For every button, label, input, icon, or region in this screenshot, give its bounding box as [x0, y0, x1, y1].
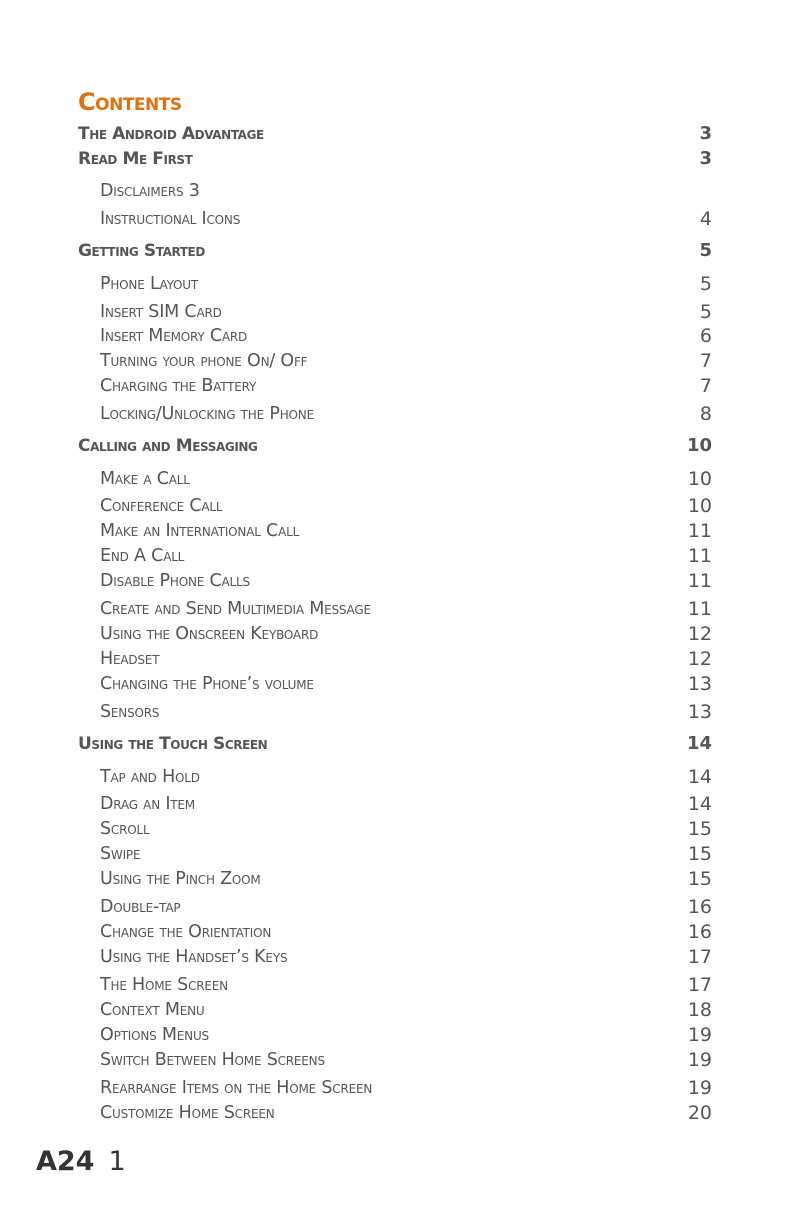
toc-entry[interactable] [0, 1048, 802, 1072]
toc-entry-page: 19 [687, 1049, 712, 1071]
toc-entry-label: Make a Call [100, 469, 190, 489]
toc-entry-label: Switch Between Home Screens [100, 1050, 325, 1070]
toc-entry[interactable] [0, 817, 802, 841]
toc-entry[interactable] [0, 1101, 802, 1125]
toc-entry-label: Conference Call [100, 496, 223, 516]
toc-entry-page: 10 [686, 435, 712, 456]
toc-entry-page: 19 [687, 1024, 712, 1046]
toc-entry[interactable] [0, 920, 802, 944]
toc-entry-page: 7 [699, 350, 712, 372]
toc-entry[interactable] [0, 998, 802, 1022]
toc-entry-page: 5 [699, 240, 712, 261]
toc-entry-label: Create and Send Multimedia Message [100, 599, 371, 619]
toc-entry-label: Disable Phone Calls [100, 571, 250, 591]
toc-section-entry[interactable] [0, 732, 802, 756]
toc-entry-label: Getting Started [78, 241, 205, 261]
toc-entry-label: Locking/Unlocking the Phone [100, 404, 314, 424]
toc-entry[interactable] [0, 300, 802, 324]
toc-entry-page: 6 [699, 325, 712, 347]
toc-entry[interactable] [0, 895, 802, 919]
toc-entry[interactable] [0, 467, 802, 491]
toc-entry-page: 14 [687, 766, 712, 788]
toc-entry-page: 16 [687, 921, 712, 943]
toc-entry[interactable] [0, 647, 802, 671]
toc-entry-page: 7 [699, 375, 712, 397]
toc-section-entry[interactable] [0, 122, 802, 146]
toc-entry-page: 19 [687, 1077, 712, 1099]
toc-entry-label: Calling and Messaging [78, 436, 258, 456]
toc-entry[interactable] [0, 569, 802, 593]
toc-entry-page: 11 [687, 520, 712, 542]
page-number: 1 [108, 1146, 126, 1177]
toc-entry-label: Swipe [100, 844, 141, 864]
toc-entry-label: Phone Layout [100, 274, 199, 294]
toc-entry-label: Change the Orientation [100, 922, 272, 942]
toc-entry[interactable] [0, 672, 802, 696]
toc-entry-label: Using the Pinch Zoom [100, 869, 261, 889]
toc-entry[interactable] [0, 272, 802, 296]
toc-entry-label: Options Menus [100, 1025, 209, 1045]
toc-entry-page: 20 [687, 1102, 712, 1124]
toc-entry-page: 11 [687, 598, 712, 620]
toc-entry-page: 15 [687, 818, 712, 840]
toc-entry-page: 13 [687, 673, 712, 695]
toc-entry[interactable] [0, 765, 802, 789]
toc-entry-page: 12 [687, 648, 712, 670]
toc-entry[interactable] [0, 945, 802, 969]
toc-entry-label: Disclaimers 3 [100, 181, 200, 201]
toc-entry-page: 8 [699, 403, 712, 425]
toc-entry-page: 18 [687, 999, 712, 1021]
toc-entry[interactable] [0, 700, 802, 724]
toc-entry-label: Changing the Phone’s volume [100, 674, 314, 694]
toc-entry[interactable] [0, 842, 802, 866]
toc-entry-label: Make an International Call [100, 521, 300, 541]
toc-entry-page: 11 [687, 545, 712, 567]
toc-entry-label: Scroll [100, 819, 150, 839]
toc-section-entry[interactable] [0, 239, 802, 263]
page-footer [36, 1144, 126, 1183]
toc-entry[interactable] [0, 597, 802, 621]
toc-entry-label: Charging the Battery [100, 376, 257, 396]
toc-entry-label: Double-tap [100, 897, 181, 917]
toc-entry-page: 17 [687, 946, 712, 968]
toc-entry[interactable] [0, 349, 802, 373]
toc-entry-page: 3 [699, 148, 712, 169]
toc-entry[interactable] [0, 324, 802, 348]
toc-entry[interactable] [0, 402, 802, 426]
toc-entry-label: Rearrange Items on the Home Screen [100, 1078, 373, 1098]
toc-entry[interactable] [0, 1076, 802, 1100]
toc-entry-label: The Home Screen [100, 975, 228, 995]
toc-entry[interactable] [0, 544, 802, 568]
toc-entry[interactable] [0, 622, 802, 646]
toc-entry-label: Using the Onscreen Keyboard [100, 624, 319, 644]
toc-section-entry[interactable] [0, 147, 802, 171]
toc-entry-label: Sensors [100, 702, 160, 722]
toc-entry-label: Using the Handset’s Keys [100, 947, 288, 967]
toc-entry-label: Context Menu [100, 1000, 205, 1020]
toc-entry-page: 12 [687, 623, 712, 645]
page-title: Contents [78, 88, 182, 116]
toc-entry-page: 14 [686, 733, 712, 754]
toc-entry-label: Instructional Icons [100, 209, 241, 229]
toc-entry-label: Using the Touch Screen [78, 734, 268, 754]
toc-entry[interactable] [0, 792, 802, 816]
model-name: A24 [36, 1146, 95, 1177]
toc-entry-label: Customize Home Screen [100, 1103, 275, 1123]
toc-entry[interactable] [0, 374, 802, 398]
toc-entry-label: Tap and Hold [100, 767, 200, 787]
toc-entry-label: End A Call [100, 546, 185, 566]
toc-entry[interactable] [0, 867, 802, 891]
toc-entry[interactable] [0, 519, 802, 543]
toc-entry[interactable] [0, 494, 802, 518]
toc-entry-label: Headset [100, 649, 160, 669]
toc-entry[interactable] [0, 179, 802, 203]
toc-entry[interactable] [0, 1023, 802, 1047]
toc-entry-page: 15 [687, 843, 712, 865]
toc-entry-page: 14 [687, 793, 712, 815]
toc-entry-label: The Android Advantage [78, 124, 264, 144]
toc-entry-page: 4 [699, 208, 712, 230]
toc-entry-page: 10 [687, 468, 712, 490]
toc-entry-label: Drag an Item [100, 794, 195, 814]
toc-entry-page: 11 [687, 570, 712, 592]
toc-entry-label: Insert Memory Card [100, 326, 248, 346]
toc-entry-page: 10 [687, 495, 712, 517]
toc-entry-page: 16 [687, 896, 712, 918]
toc-entry-page: 17 [687, 974, 712, 996]
toc-entry-label: Turning your phone On/ Off [100, 351, 308, 371]
toc-entry[interactable] [0, 207, 802, 231]
toc-entry-page: 13 [687, 701, 712, 723]
toc-entry-page: 5 [699, 273, 712, 295]
toc-entry[interactable] [0, 973, 802, 997]
toc-entry-label: Insert SIM Card [100, 302, 222, 322]
toc-section-entry[interactable] [0, 434, 802, 458]
toc-entry-label: Read Me First [78, 149, 193, 169]
toc-entry-page: 15 [687, 868, 712, 890]
toc-entry-page: 5 [699, 301, 712, 323]
toc-entry-page: 3 [699, 123, 712, 144]
